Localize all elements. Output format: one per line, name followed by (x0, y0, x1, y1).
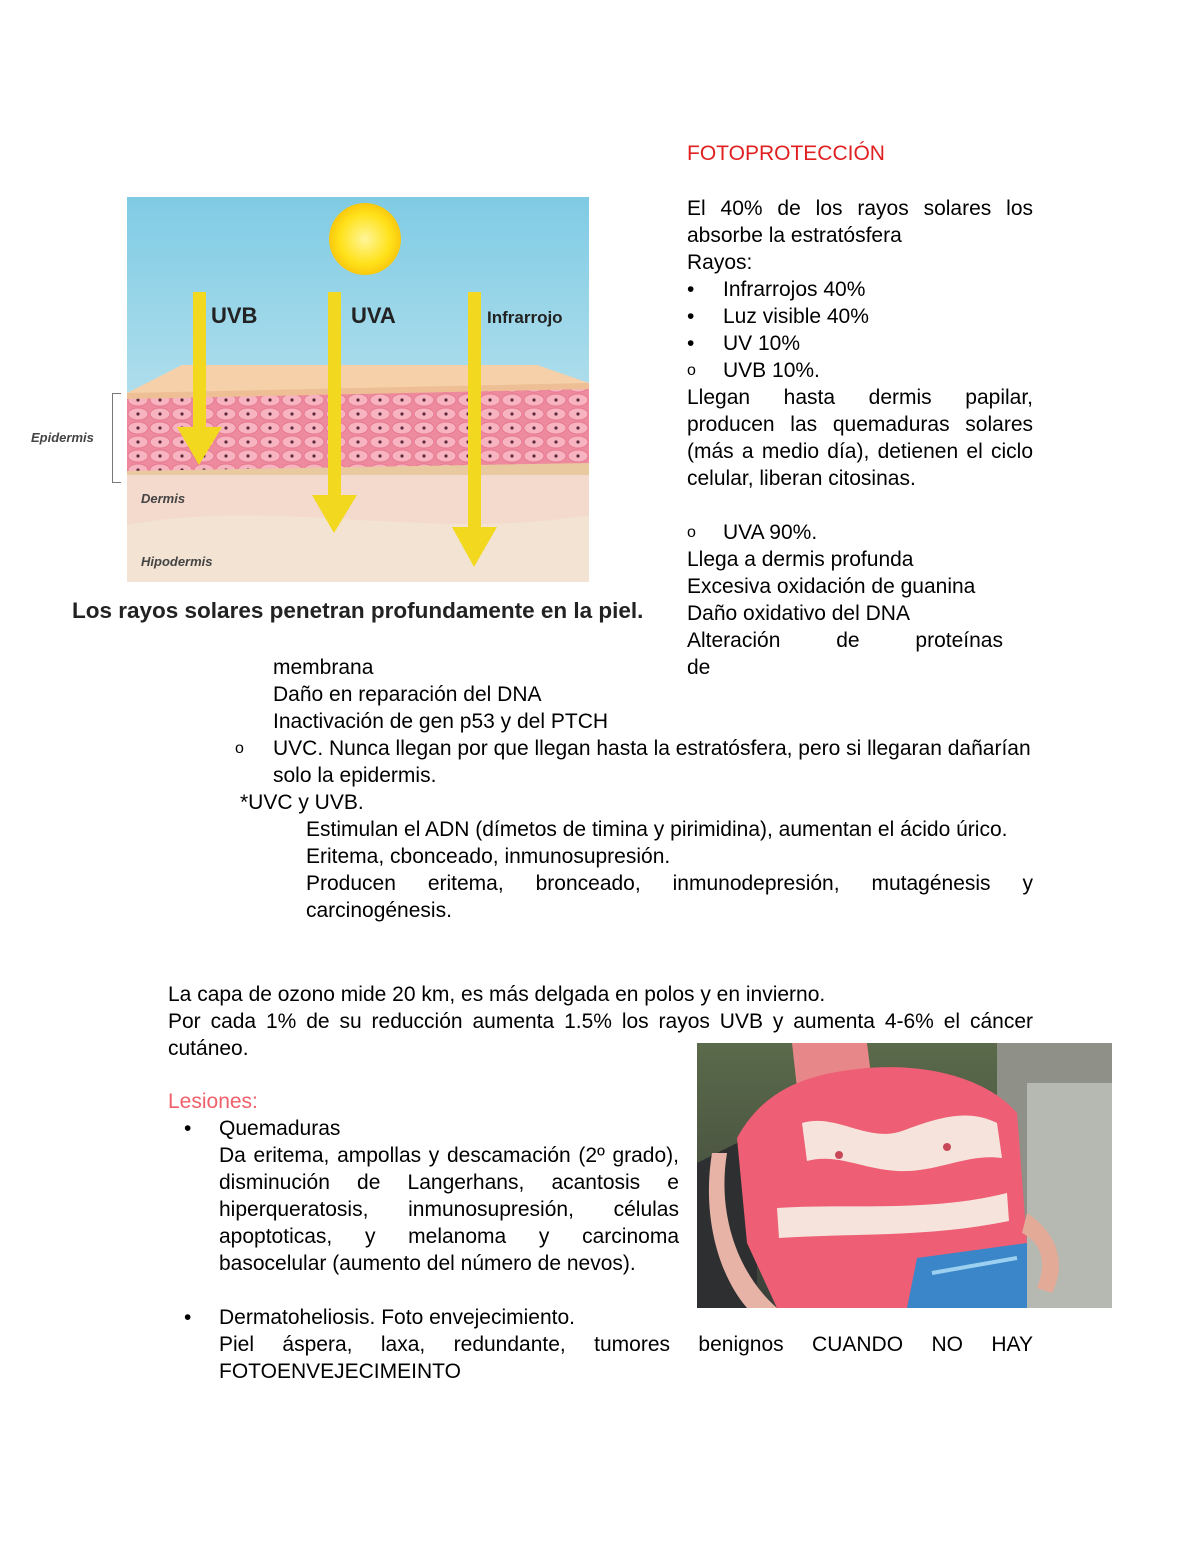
epidermis-bracket (112, 393, 121, 483)
uva-item: o UVA 90%. (687, 521, 818, 544)
circle-bullet-icon: o (235, 740, 244, 757)
uva-effect-line: Alteración de proteínas de (687, 629, 1003, 679)
figure-caption: Los rayos solares penetran profundamente en la piel. (72, 598, 644, 623)
uva-effect-line: Daño oxidativo del DNA (687, 602, 910, 625)
bullet-icon: • (687, 278, 695, 301)
uva-effect-line: Llega a dermis profunda (687, 548, 914, 571)
sun-icon (329, 203, 401, 275)
uvc-uvb-effects: Estimulan el ADN (dímetos de timina y pirimidina), aumentan el ácido úrico. Eritema, cbonceado, inmunosupresión. Producen eritema, bronceado, inmunodepresión, mutagénesis y carcinogénesis. (306, 818, 1033, 922)
skin-layers-figure (127, 197, 589, 582)
dermis-label: Dermis (141, 491, 186, 506)
list-item: o UVB 10%. (687, 359, 820, 382)
uva-effect-line: Excesiva oxidación de guanina (687, 575, 976, 598)
rayos-bullet-list (687, 276, 1033, 384)
rayos-label: Rayos: (687, 251, 753, 274)
bullet-icon: • (184, 1117, 192, 1140)
hipodermis-label: Hipodermis (141, 554, 213, 569)
section-title: FOTOPROTECCIÓN (687, 142, 885, 165)
lesion-1-bullet (184, 1115, 191, 1142)
list-item: • Infrarrojos 40% (687, 278, 866, 301)
bullet-icon: • (184, 1306, 192, 1329)
bullet-icon: • (687, 305, 695, 328)
lesion-2-description: Piel áspera, laxa, redundante, tumores benignos CUANDO NO HAY FOTOENVEJECIMEINTO (219, 1333, 1033, 1383)
bullet-icon: • (687, 332, 695, 355)
uvc-description: UVC. Nunca llegan por que llegan hasta la estratósfera, pero si llegaran dañarían solo la epidermis. (273, 737, 1031, 787)
circle-bullet-icon: o (687, 524, 696, 541)
uva-label: UVA (351, 303, 396, 328)
intro-paragraph: El 40% de los rayos solares los absorbe la estratósfera (687, 197, 1033, 247)
list-item: • Luz visible 40% (687, 305, 869, 328)
circle-bullet-icon: o (687, 362, 696, 379)
uvc-uvb-label: *UVC y UVB. (240, 791, 364, 814)
sunburn-photo (697, 1043, 1112, 1308)
epidermis-label: Epidermis (31, 430, 94, 445)
sunburn-illustration (697, 1043, 1112, 1308)
infrarrojo-label: Infrarrojo (487, 308, 563, 327)
skin-layers-illustration (127, 197, 589, 582)
uva-effects-continued: membrana Daño en reparación del DNA Inactivación de gen p53 y del PTCH (273, 656, 609, 733)
lesion-1-label: Quemaduras (219, 1117, 341, 1140)
uva-effects (687, 546, 1033, 681)
lesiones-title: Lesiones: (168, 1090, 258, 1113)
ozone-paragraph: La capa de ozono mide 20 km, es más delgada en polos y en invierno. Por cada 1% de su reducción aumenta 1.5% los rayos UVB y aumenta 4-6% el cáncer cutáneo. (168, 983, 1033, 1060)
lesion-2-bullet (184, 1304, 191, 1331)
lesion-2-label: Dermatoheliosis. Foto envejecimiento. (219, 1306, 575, 1329)
list-item: • UV 10% (687, 332, 801, 355)
lesion-1-description: Da eritema, ampollas y descamación (2º grado), disminución de Langerhans, acantosis e hiperqueratosis, inmunosupresión, células apoptoticas, y melanoma y carcinoma basocelular (aumento del número de nevos). (219, 1144, 679, 1275)
uvb-description: Llegan hasta dermis papilar, producen las quemaduras solares (más a medio día), detienen el ciclo celular, liberan citosinas. (687, 386, 1033, 490)
uvb-label: UVB (211, 303, 258, 328)
